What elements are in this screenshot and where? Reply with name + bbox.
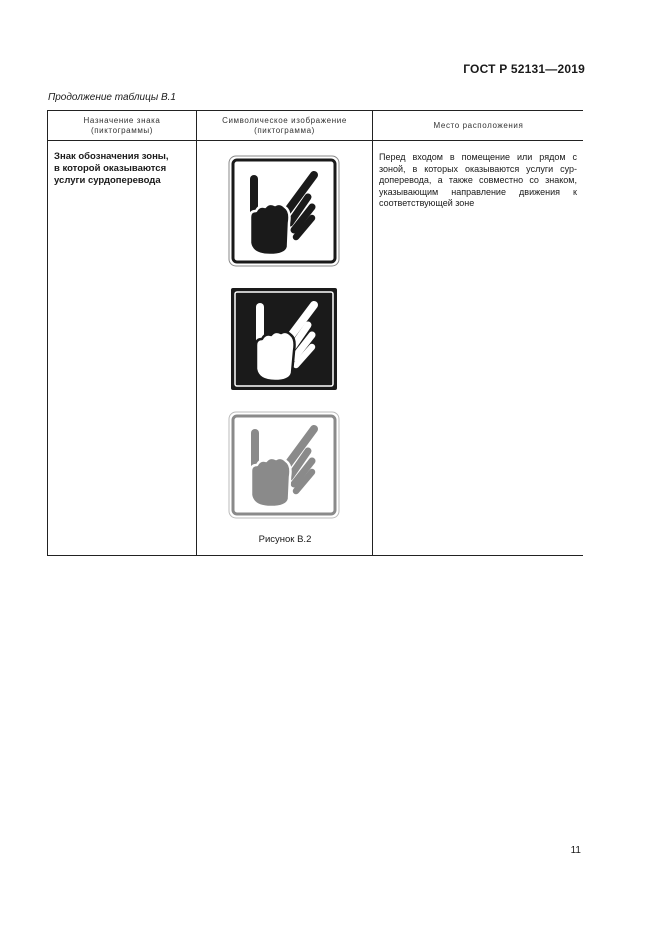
- header-line: Назначение знака: [83, 116, 161, 125]
- purpose-line: Знак обозначения зоны,: [54, 151, 169, 162]
- column-header-purpose: [48, 111, 196, 141]
- signs-table: [47, 110, 583, 556]
- header-line: Место расположения: [433, 121, 524, 130]
- sign-language-hand-icon: [228, 411, 340, 519]
- column-divider: [372, 111, 373, 555]
- sign-purpose-text: [54, 151, 189, 187]
- document-code: ГОСТ Р 52131—2019: [463, 62, 585, 76]
- column-header-location: [373, 111, 584, 141]
- purpose-line: в которой оказываются: [54, 163, 167, 174]
- figure-caption: Рисунок В.2: [258, 534, 312, 545]
- sign-language-hand-icon: [230, 287, 338, 391]
- table-caption: Продолжение таблицы В.1: [48, 92, 176, 103]
- sign-location-text: Перед входом в помещение или рядом с зоной, в которых оказываются услуги сур-доперевода, а также совместно со знаком, указывающим направление движения к соответствующей зоне: [379, 152, 577, 208]
- column-divider: [196, 111, 197, 555]
- sign-language-hand-icon: [228, 155, 340, 267]
- purpose-line: услуги сурдоперевода: [54, 175, 161, 186]
- page-number: 11: [570, 845, 581, 856]
- header-line: (пиктограммы): [90, 126, 154, 135]
- header-line: (пиктограмма): [254, 126, 315, 135]
- column-header-pictogram: [197, 111, 372, 141]
- header-line: Символическое изображение: [222, 116, 347, 125]
